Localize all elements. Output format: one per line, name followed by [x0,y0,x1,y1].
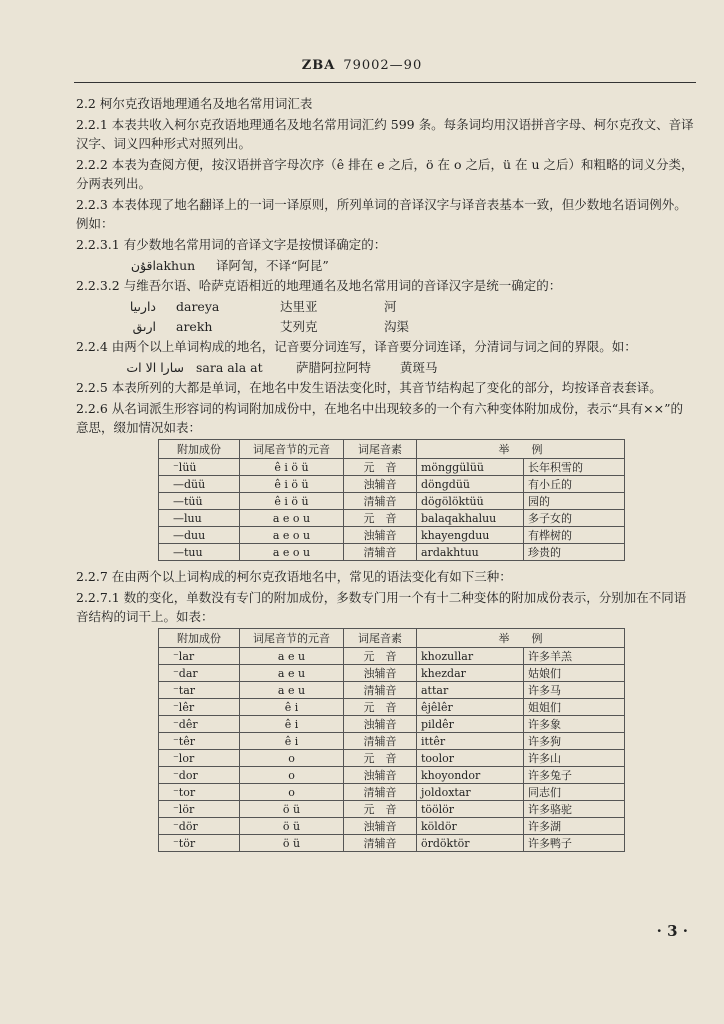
table-cell: êjêlêr [417,699,524,716]
page-number: · 3 · [656,922,688,940]
table-cell: ⁻dêr [159,716,240,733]
table-cell: 清辅音 [344,733,417,750]
table-cell: ördöktör [417,835,524,852]
table-cell: ê i [240,716,344,733]
table-row [159,527,625,544]
table-cell: 许多象 [524,716,625,733]
table-cell: khayengduu [417,527,524,544]
table-cell: ⁻tör [159,835,240,852]
col-example: 举 例 [417,440,625,459]
table-cell: 清辅音 [344,835,417,852]
example-akhun [100,256,694,275]
example-meaning: 河 [384,299,397,314]
table-row [159,510,625,527]
table-cell: joldoxtar [417,784,524,801]
section-2-2-6: 2.2.6 从名词派生形容词的构词附加成份中，在地名中出现较多的一个有六种变体附加成份，表示“具有××”的意思，缀加情况如表： [76,401,684,435]
table-cell: 许多狗 [524,733,625,750]
example-kyrgyz: اقۇن [130,258,156,273]
section-2-2-5: 2.2.5 本表所列的大都是单词，在地名中发生语法变化时，其音节结构起了变化的部分，均按译音表套译。 [76,380,662,395]
table-cell: ⁻lêr [159,699,240,716]
table-cell: ⁻dor [159,767,240,784]
table-cell: ê i [240,699,344,716]
section-2-2-7-1: 2.2.7.1 数的变化，单数没有专门的附加成份，多数专门用一个有十二种变体的附加成份表示，分别加在不同语音结构的词干上。如表： [76,590,687,624]
table-cell: —duu [159,527,240,544]
table-cell: 浊辅音 [344,527,417,544]
table-cell: ⁻tar [159,682,240,699]
table-cell: 元 音 [344,750,417,767]
table-cell: ⁻lüü [159,459,240,476]
example-meaning: 沟渠 [384,319,410,334]
table-cell: töölör [417,801,524,818]
table-cell: a e o u [240,527,344,544]
table-cell: 有桦树的 [524,527,625,544]
table-cell: köldör [417,818,524,835]
table-cell: toolor [417,750,524,767]
table-cell: 许多羊羔 [524,648,625,665]
table-cell: 元 音 [344,801,417,818]
table-cell: 浊辅音 [344,665,417,682]
standard-number: 79002—90 [343,58,423,73]
table-cell: o [240,767,344,784]
example-chinese: 译阿訇，不译“阿昆” [216,258,329,273]
table-cell: —luu [159,510,240,527]
table-cell: a e o u [240,510,344,527]
table-row [159,818,625,835]
table-cell: a e u [240,682,344,699]
col-phoneme: 词尾音素 [344,629,417,648]
section-2-2-7: 2.2.7 在由两个以上词构成的柯尔克孜语地名中，常见的语法变化有如下三种： [76,569,512,584]
table-cell: 许多马 [524,682,625,699]
example-kyrgyz: سارا الا ات [126,360,184,375]
table-cell: 多子女的 [524,510,625,527]
col-vowel: 词尾音节的元音 [240,440,344,459]
table-cell: ê i ö ü [240,459,344,476]
section-2-2: 2.2 柯尔克孜语地理通名及地名常用词汇表 [76,96,313,111]
table-cell: mönggülüü [417,459,524,476]
table-cell: 浊辅音 [344,476,417,493]
table-cell: 许多山 [524,750,625,767]
table-cell: khezdar [417,665,524,682]
table-cell: 清辅音 [344,544,417,561]
table-cell: ö ü [240,801,344,818]
table-cell: attar [417,682,524,699]
table-cell: ö ü [240,835,344,852]
table-row [159,733,625,750]
table-cell: 同志们 [524,784,625,801]
table-cell: ⁻dör [159,818,240,835]
table-cell: o [240,750,344,767]
table-row [159,699,625,716]
section-2-2-3: 2.2.3 本表体现了地名翻译上的一词一译原则，所列单词的音译汉字与译音表基本一致，但少数地名语词例外。例如： [76,197,687,231]
table-cell: ittêr [417,733,524,750]
table-row [159,544,625,561]
table-cell: ê i [240,733,344,750]
standard-code: ZBA [301,58,336,73]
table-cell: 姑娘们 [524,665,625,682]
table-cell: 有小丘的 [524,476,625,493]
table-cell: 珍贵的 [524,544,625,561]
col-suffix: 附加成份 [159,440,240,459]
table-row [159,801,625,818]
table-cell: 元 音 [344,648,417,665]
table-cell: 浊辅音 [344,818,417,835]
section-2-2-2: 2.2.2 本表为查阅方便，按汉语拼音字母次序（ê 排在 e 之后，ö 在 o 之后，ü 在 u 之后）和粗略的词义分类，分两表列出。 [76,157,694,191]
table-cell: 许多湖 [524,818,625,835]
table-cell: a e o u [240,544,344,561]
table-cell: o [240,784,344,801]
table-cell: ⁻lör [159,801,240,818]
table-cell: a e u [240,665,344,682]
section-2-2-3-2: 2.2.3.2 与维吾尔语、哈萨克语相近的地理通名及地名常用词的音译汉字是统一确定的： [76,278,562,293]
table-cell: 元 音 [344,699,417,716]
table-cell: —tüü [159,493,240,510]
table-cell: ardakhtuu [417,544,524,561]
table-row [159,784,625,801]
table-cell: —düü [159,476,240,493]
table-cell: ⁻têr [159,733,240,750]
example-kyrgyz: ارىق [132,319,156,334]
table-cell: ê i ö ü [240,476,344,493]
col-phoneme: 词尾音素 [344,440,417,459]
table-cell: —tuu [159,544,240,561]
table-row [159,767,625,784]
table-cell: 许多骆驼 [524,801,625,818]
example-chinese: 达里亚 [280,299,318,314]
table-cell: khoyondor [417,767,524,784]
table-cell: ⁻tor [159,784,240,801]
table-cell: pildêr [417,716,524,733]
example-sara-ala-at [100,358,694,377]
table-cell: 长年积雪的 [524,459,625,476]
section-2-2-4: 2.2.4 由两个以上单词构成的地名，记音要分词连写，译音要分词连译，分清词与词之间的界限。如： [76,339,637,354]
table-cell: 许多鸭子 [524,835,625,852]
table-cell: a e u [240,648,344,665]
section-2-2-1: 2.2.1 本表共收入柯尔克孜语地理通名及地名常用词汇约 599 条。每条词均用汉语拼音字母、柯尔克孜文、音译汉字、词义四种形式对照列出。 [76,117,694,151]
table-row [159,835,625,852]
table-row [159,665,625,682]
example-latin: arekh [176,319,213,334]
table-cell: 元 音 [344,510,417,527]
table-cell: ⁻dar [159,665,240,682]
table-row [159,648,625,665]
suffix-table-plural [158,628,625,852]
table-cell: 浊辅音 [344,767,417,784]
table-cell: ⁻lar [159,648,240,665]
table-row [159,716,625,733]
table-cell: 园的 [524,493,625,510]
table-cell: ⁻lor [159,750,240,767]
table-cell: 姐姐们 [524,699,625,716]
header-rule [74,82,696,83]
example-dareya [100,297,694,316]
table-cell: 清辅音 [344,682,417,699]
table-cell: ê i ö ü [240,493,344,510]
page-header [0,58,724,73]
table-cell: balaqakhaluu [417,510,524,527]
col-vowel: 词尾音节的元音 [240,629,344,648]
table-cell: 浊辅音 [344,716,417,733]
table-cell: döngdüü [417,476,524,493]
plural-table-body [159,648,625,852]
example-kyrgyz: دارىيا [129,299,156,314]
table-row [159,476,625,493]
table-cell: dögölöktüü [417,493,524,510]
example-latin: akhun [156,258,196,273]
table-row [159,459,625,476]
table-cell: ö ü [240,818,344,835]
col-example: 举 例 [417,629,625,648]
table-row [159,682,625,699]
suffix-table-body [159,459,625,561]
example-latin: sara ala at [196,360,263,375]
main-content [76,94,694,858]
table-row [159,493,625,510]
table-cell: khozullar [417,648,524,665]
col-suffix: 附加成份 [159,629,240,648]
suffix-table-adjective [158,439,625,561]
table-cell: 清辅音 [344,493,417,510]
example-meaning: 黄斑马 [400,360,438,375]
section-2-2-3-1: 2.2.3.1 有少数地名常用词的音译文字是按惯译确定的： [76,237,387,252]
table-cell: 清辅音 [344,784,417,801]
table-cell: 元 音 [344,459,417,476]
example-chinese: 艾列克 [280,319,318,334]
example-chinese: 萨腊阿拉阿特 [296,360,372,375]
example-latin: dareya [176,299,220,314]
table-cell: 许多兔子 [524,767,625,784]
table-row [159,750,625,767]
example-arekh [100,317,694,336]
